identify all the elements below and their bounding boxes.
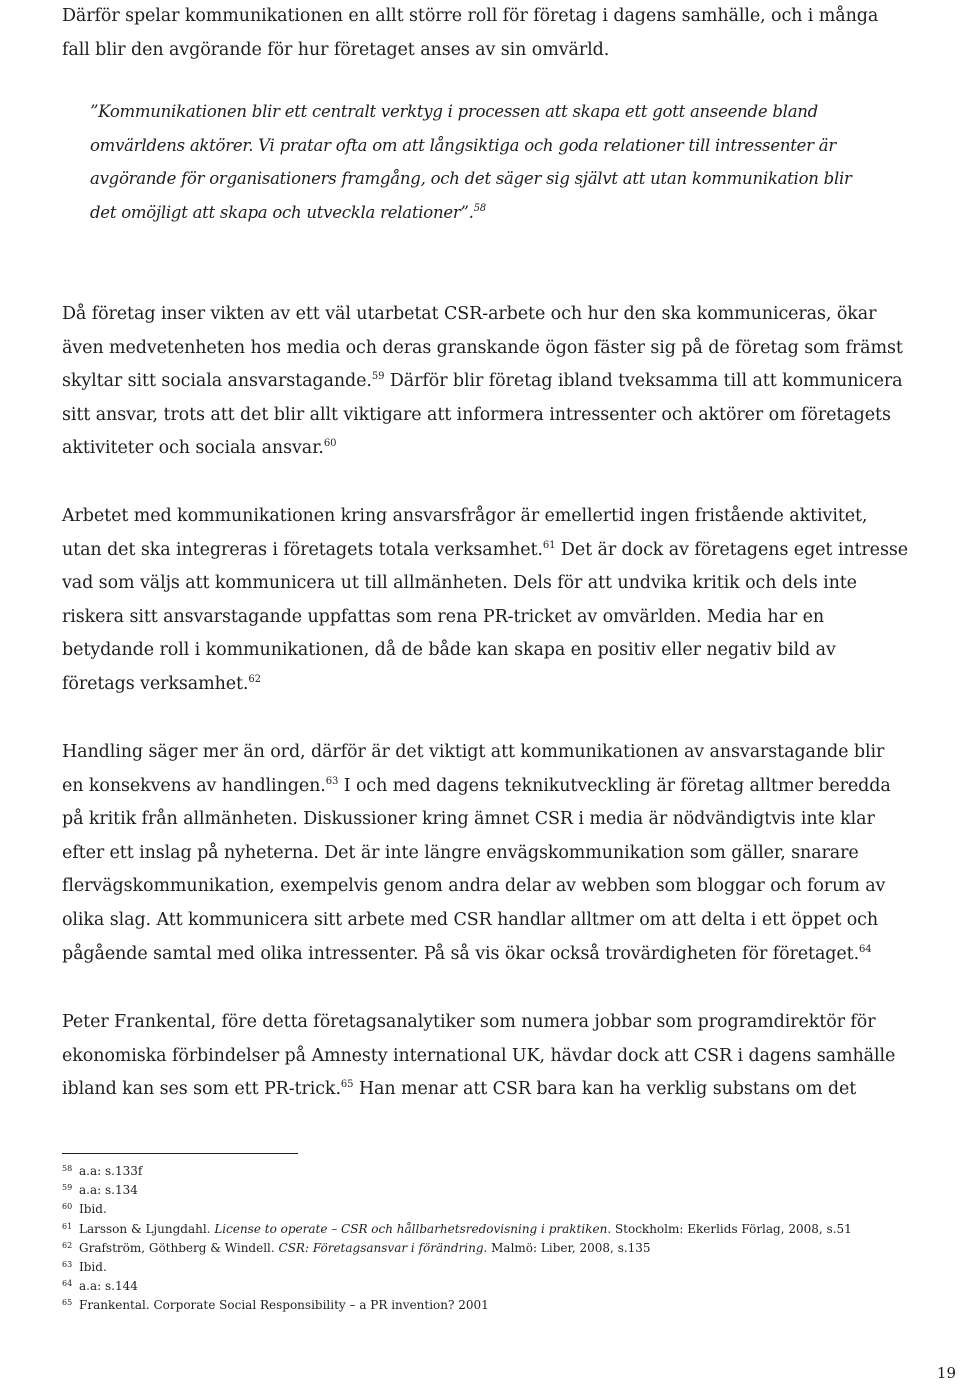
footnote-ref-60: 60 <box>323 438 337 450</box>
paragraph-4-line-6 <box>62 668 908 702</box>
footnote-60: 60 Ibid. <box>62 1202 107 1217</box>
footnote-title: CSR: Företagsansvar i förändring <box>278 1240 484 1255</box>
footnote-text: Frankental. Corporate Social Responsibility – a PR invention? 2001 <box>79 1298 489 1313</box>
paragraph-6-line-3a: ibland kan ses som ett PR-trick. <box>62 1079 341 1100</box>
paragraph-3-line-4: sitt ansvar, trots att det blir allt viktigare att informera intressenter och aktörer om företagets <box>62 404 891 425</box>
footnote-61: 61 Larsson & Ljungdahl. License to operate – CSR och hållbarhetsredovisning i praktiken. Stockholm: Ekerlids Förlag, 2008, s.51 <box>62 1221 852 1236</box>
footnote-title: License to operate – CSR och hållbarhetsredovisning i praktiken <box>214 1221 608 1236</box>
paragraph-5-line-5: flervägskommunikation, exempelvis genom andra delar av webben som bloggar och forum av <box>62 876 886 897</box>
paragraph-3-line-3 <box>62 365 903 399</box>
footnote-ref-61: 61 <box>542 539 556 551</box>
paragraph-6-line-3b: Han menar att CSR bara kan ha verklig substans om det <box>353 1079 857 1100</box>
block-quote <box>62 95 852 229</box>
footnote-ref-58: 58 <box>473 202 486 214</box>
paragraph-5-line-4: efter ett inslag på nyheterna. Det är inte längre envägskommunikation som gäller, snarare <box>62 842 859 863</box>
paragraph-3-line-1: Då företag inser vikten av ett väl utarbetat CSR-arbete och hur den ska kommuniceras, ökar <box>62 304 877 324</box>
paragraph-5-line-7 <box>62 938 891 972</box>
paragraph-1-line-1: Därför spelar kommunikationen en allt större roll för företag i dagens samhälle, och i många <box>62 6 879 26</box>
footnote-text: Ibid. <box>79 1260 107 1275</box>
page-number: 19 <box>936 1364 956 1382</box>
paragraph-4 <box>62 500 908 702</box>
footnote-63: 63 Ibid. <box>62 1260 107 1275</box>
footnote-65: 65 Frankental. Corporate Social Responsibility – a PR invention? 2001 <box>62 1298 489 1313</box>
paragraph-1-line-2: fall blir den avgörande för hur företaget anses av sin omvärld. <box>62 39 610 60</box>
footnote-62: 62 Grafström, Göthberg & Windell. CSR: Företagsansvar i förändring. Malmö: Liber, 2008, s.135 <box>62 1240 651 1255</box>
quote-line-1: ”Kommunikationen blir ett centralt verktyg i processen att skapa ett gott anseende bland <box>90 102 818 121</box>
footnote-text: a.a: s.144 <box>79 1279 138 1294</box>
footnote-separator <box>62 1153 298 1154</box>
footnote-64: 64 a.a: s.144 <box>62 1279 138 1294</box>
paragraph-3 <box>62 298 903 466</box>
quote-line-2: omvärldens aktörer. Vi pratar ofta om att långsiktiga och goda relationer till intressenter är <box>90 135 837 155</box>
footnote-text-post: . Malmö: Liber, 2008, s.135 <box>483 1240 651 1255</box>
footnote-text: a.a: s.134 <box>79 1183 138 1198</box>
paragraph-6 <box>62 1006 895 1107</box>
paragraph-6-line-3 <box>62 1073 895 1107</box>
footnote-58: 58 a.a: s.133f <box>62 1164 143 1178</box>
paragraph-5-line-2a: en konsekvens av handlingen. <box>62 775 326 796</box>
footnote-text-pre: Larsson & Ljungdahl. <box>79 1221 215 1236</box>
paragraph-1 <box>62 0 878 67</box>
quote-line-4-text: det omöjligt att skapa och utveckla relationer”. <box>90 202 474 222</box>
footnote-59: 59 a.a: s.134 <box>62 1183 138 1198</box>
paragraph-6-line-1: Peter Frankental, före detta företagsanalytiker som numera jobbar som programdirektör för <box>62 1012 876 1032</box>
paragraph-4-line-3: vad som väljs att kommunicera ut till allmänheten. Dels för att undvika kritik och dels inte <box>62 573 857 594</box>
paragraph-3-line-3a: skyltar sitt sociala ansvarstagande. <box>62 371 372 392</box>
paragraph-5-line-1: Handling säger mer än ord, därför är det viktigt att kommunikationen av ansvarstagande blir <box>62 742 885 762</box>
paragraph-4-line-6-text: företags verksamhet. <box>62 673 249 694</box>
paragraph-3-line-5 <box>62 432 903 466</box>
footnote-text: a.a: s.133f <box>79 1164 143 1178</box>
paragraph-3-line-3b: Därför blir företag ibland tveksamma till att kommunicera <box>384 371 903 392</box>
paragraph-4-line-5: betydande roll i kommunikationen, då de både kan skapa en positiv eller negativ bild av <box>62 640 836 661</box>
paragraph-5-line-2 <box>62 770 891 804</box>
paragraph-4-line-2a: utan det ska integreras i företagets totala verksamhet. <box>62 539 543 560</box>
footnote-text: Ibid. <box>79 1202 107 1217</box>
paragraph-6-line-2: ekonomiska förbindelser på Amnesty international UK, hävdar dock att CSR i dagens samhälle <box>62 1045 896 1066</box>
paragraph-4-line-4: riskera sitt ansvarstagande uppfattas som rena PR-tricket av omvärlden. Media har en <box>62 606 825 627</box>
footnotes <box>62 1162 852 1316</box>
footnote-text-post: . Stockholm: Ekerlids Förlag, 2008, s.51 <box>607 1221 852 1236</box>
paragraph-4-line-2b: Det är dock av företagens eget intresse <box>555 539 908 560</box>
quote-line-4 <box>62 196 852 230</box>
paragraph-5-line-7-text: pågående samtal med olika intressenter. På så vis ökar också trovärdigheten för företaget. <box>62 943 860 964</box>
paragraph-5-line-6: olika slag. Att kommunicera sitt arbete med CSR handlar alltmer om att delta i ett öppet och <box>62 909 879 930</box>
footnote-ref-64: 64 <box>859 943 872 955</box>
footnote-text-pre: Grafström, Göthberg & Windell. <box>79 1240 279 1255</box>
paragraph-3-line-5-text: aktiviteter och sociala ansvar. <box>62 438 324 459</box>
footnote-ref-65: 65 <box>340 1079 354 1091</box>
paragraph-5-line-2b: I och med dagens teknikutveckling är företag alltmer beredda <box>338 775 891 796</box>
paragraph-5-line-3: på kritik från allmänheten. Diskussioner kring ämnet CSR i media är nödvändigtvis inte klar <box>62 809 875 830</box>
footnote-ref-62: 62 <box>248 673 261 685</box>
footnote-ref-59: 59 <box>371 371 385 383</box>
paragraph-4-line-1: Arbetet med kommunikationen kring ansvarsfrågor är emellertid ingen fristående aktivitet, <box>62 506 868 526</box>
footnote-ref-63: 63 <box>325 775 339 787</box>
paragraph-5 <box>62 736 891 971</box>
paragraph-3-line-2: även medvetenheten hos media och deras granskande ögon fäster sig på de företag som främst <box>62 337 903 358</box>
quote-line-3: avgörande för organisationers framgång, och det säger sig självt att utan kommunikation blir <box>90 169 852 189</box>
paragraph-4-line-2 <box>62 534 908 568</box>
